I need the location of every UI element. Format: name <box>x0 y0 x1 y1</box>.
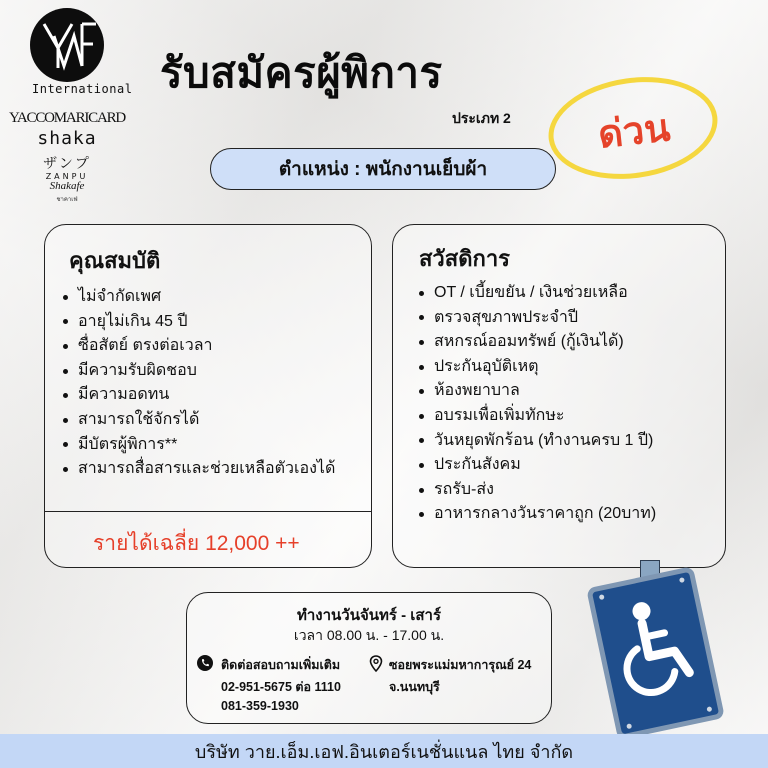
benefit-item <box>419 453 656 478</box>
logo-yacco-maricard: YACCOMARICARD <box>8 110 126 126</box>
card-divider <box>45 511 371 512</box>
qualification-item <box>63 310 335 335</box>
benefits-card <box>392 224 726 568</box>
bullet-icon <box>419 463 424 468</box>
qualification-item-text: สามารถใช้จักรได้ <box>78 410 200 428</box>
benefit-item-text: OT / เบี้ยขยัน / เงินช่วยเหลือ <box>434 284 628 301</box>
qualification-item <box>63 334 335 359</box>
benefit-item-text: อาหารกลางวันราคาถูก (20บาท) <box>434 505 657 523</box>
urgent-badge: ด่วน <box>596 107 673 157</box>
qualification-item <box>63 359 335 384</box>
bullet-icon <box>63 319 68 324</box>
logo-shaka: shaka <box>37 128 97 149</box>
benefit-item <box>419 502 656 527</box>
benefit-item <box>419 429 656 454</box>
qualification-item-text: มีความอดทน <box>78 386 170 404</box>
contact-phone-office[interactable]: 02-951-5675 ต่อ 1110 <box>221 680 341 694</box>
logo-international: International <box>32 82 133 96</box>
qualification-item-text: อายุไม่เกิน 45 ปี <box>78 312 188 330</box>
benefit-item-text: ประกันอุบัติเหตุ <box>434 357 539 375</box>
benefit-item <box>419 404 656 429</box>
logo-shakafe: Shakafe <box>49 180 85 192</box>
bullet-icon <box>63 442 68 447</box>
bullet-icon <box>419 291 424 296</box>
benefit-item <box>419 379 656 404</box>
contact-phone-mobile[interactable]: 081-359-1930 <box>221 699 299 713</box>
phone-icon <box>197 655 213 675</box>
benefits-list <box>419 281 656 527</box>
benefit-item-text: รถรับ-ส่ง <box>434 480 494 498</box>
qualification-item <box>63 433 335 458</box>
qualifications-list <box>63 285 335 482</box>
bullet-icon <box>63 393 68 398</box>
ymf-monogram-icon <box>30 8 104 82</box>
benefit-item <box>419 478 656 503</box>
bullet-icon <box>63 344 68 349</box>
qualification-item <box>63 285 335 310</box>
page-title: รับสมัครผู้พิการ <box>160 49 443 96</box>
bullet-icon <box>419 315 424 320</box>
wheelchair-sign <box>586 565 729 754</box>
bullet-icon <box>63 369 68 374</box>
benefits-title: สวัสดิการ <box>419 246 510 271</box>
address-street: ซอยพระแม่มหาการุณย์ 24 <box>389 658 532 672</box>
qualifications-title: คุณสมบัติ <box>69 248 161 273</box>
contact-label: ติดต่อสอบถามเพิ่มเติม <box>221 658 341 672</box>
benefit-item-text: ห้องพยาบาล <box>434 382 520 400</box>
qualification-item-text: มีบัตรผู้พิการ** <box>78 435 178 453</box>
benefit-item-text: วันหยุดพักร้อน (ทำงานครบ 1 ปี) <box>434 431 654 449</box>
wheelchair-icon <box>586 565 729 754</box>
qualification-item-text: ซื่อสัตย์ ตรงต่อเวลา <box>78 337 213 355</box>
bullet-icon <box>419 512 424 517</box>
logo-zanpu-japanese: ザンプ <box>43 156 91 172</box>
work-days: ทำงานวันจันทร์ - เสาร์ <box>296 607 442 624</box>
benefit-item-text: อบรมเพื่อเพิ่มทักษะ <box>434 406 565 424</box>
qualification-item <box>63 383 335 408</box>
ymf-logo <box>30 8 104 82</box>
benefit-item <box>419 306 656 331</box>
qualification-item-text: สามารถสื่อสารและช่วยเหลือตัวเองได้ <box>78 460 336 478</box>
qualification-item-text: ไม่จำกัดเพศ <box>78 288 162 305</box>
qualification-item <box>63 408 335 433</box>
bullet-icon <box>419 389 424 394</box>
company-footer: บริษัท วาย.เอ็ม.เอฟ.อินเตอร์เนชั่นแนล ไทย จำกัด <box>0 734 768 768</box>
benefit-item <box>419 355 656 380</box>
location-pin-icon <box>369 655 383 677</box>
benefit-item-text: สหกรณ์ออมทรัพย์ (กู้เงินได้) <box>434 333 624 351</box>
bullet-icon <box>419 414 424 419</box>
bullet-icon <box>63 418 68 423</box>
qualification-item <box>63 457 335 482</box>
bullet-icon <box>419 488 424 493</box>
schedule-contact-card <box>186 592 552 724</box>
bullet-icon <box>419 438 424 443</box>
qualifications-card <box>44 224 372 568</box>
benefit-item <box>419 281 656 306</box>
bullet-icon <box>63 295 68 300</box>
benefit-item-text: ประกันสังคม <box>434 456 521 474</box>
logo-zanpu: ZANPU <box>45 172 89 181</box>
benefit-item <box>419 330 656 355</box>
bullet-icon <box>419 365 424 370</box>
work-hours: เวลา 08.00 น. - 17.00 น. <box>293 627 445 643</box>
average-income: รายได้เฉลี่ย 12,000 ++ <box>93 532 300 555</box>
bullet-icon <box>63 467 68 472</box>
address-province: จ.นนทบุรี <box>389 680 440 694</box>
position-banner: ตำแหน่ง : พนักงานเย็บผ้า <box>210 148 556 190</box>
bullet-icon <box>419 340 424 345</box>
benefit-item-text: ตรวจสุขภาพประจำปี <box>434 308 578 326</box>
qualification-item-text: มีความรับผิดชอบ <box>78 361 197 379</box>
type-label: ประเภท 2 <box>452 110 511 126</box>
logo-shakafe-thai: ชาคาเฟ่ <box>56 196 78 203</box>
